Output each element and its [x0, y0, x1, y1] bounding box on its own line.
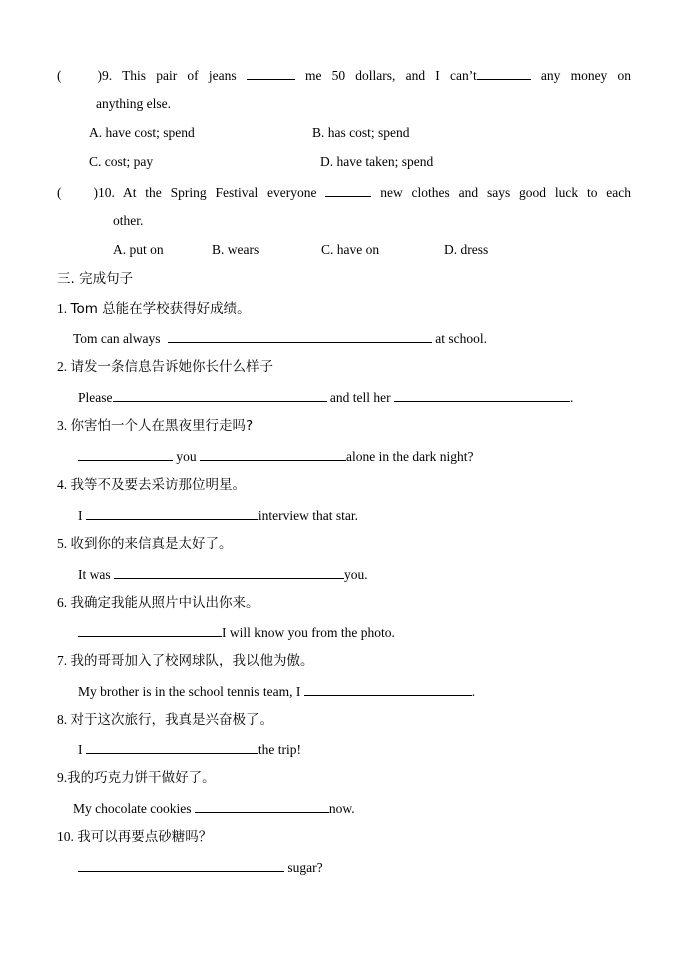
chinese-prompt: 我等不及要去采访那位明星。 [70, 477, 246, 493]
sentence-middle: you [176, 449, 197, 464]
answer-blank[interactable] [78, 446, 173, 461]
chinese-prompt: 我的哥哥加入了校网球队，我以他为傲。 [70, 653, 314, 669]
chinese-prompt: Tom 总能在学校获得好成绩。 [70, 301, 251, 317]
answer-paren-open: ( [57, 68, 62, 83]
chinese-prompt: 对于这次旅行，我真是兴奋极了。 [70, 712, 273, 728]
sentence-end: interview that star. [257, 508, 358, 523]
option-c: C. cost; pay [89, 154, 154, 169]
item-number: 4. [57, 477, 68, 492]
sentence-start: My brother is in the school tennis team, I [78, 684, 301, 699]
item-number: 3. [57, 418, 68, 433]
item-3-prompt [57, 416, 253, 436]
question-text: new clothes and says good luck to each [380, 185, 632, 200]
question-text: me 50 dollars, and I can’t [304, 68, 477, 83]
answer-blank[interactable] [195, 798, 329, 813]
section-heading: 三. 完成句子 [57, 271, 134, 287]
item-1-prompt [57, 299, 251, 319]
answer-blank[interactable] [304, 681, 472, 696]
option-b: B. wears [212, 242, 260, 257]
item-10-answer-line [78, 857, 323, 877]
item-number: 10. [57, 829, 74, 844]
item-3-answer-line [78, 446, 473, 466]
sentence-end: at school. [435, 331, 488, 346]
answer-blank[interactable] [78, 857, 284, 872]
question-text: At the Spring Festival everyone [122, 185, 317, 200]
answer-blank[interactable] [113, 387, 327, 402]
item-5-answer-line [78, 564, 368, 584]
sentence-end: . [569, 390, 574, 405]
item-7-answer-line [78, 681, 475, 701]
answer-blank[interactable] [168, 328, 432, 343]
item-9-answer-line [73, 798, 355, 818]
item-number: 2. [57, 359, 68, 374]
sentence-start: It was [78, 567, 111, 582]
item-7-prompt [57, 651, 314, 671]
question-10-line-1 [57, 182, 631, 202]
question-number: 10. [98, 185, 115, 200]
option-c: C. have on [321, 242, 380, 257]
item-number: 9. [57, 770, 68, 785]
question-10-line-2: other. [113, 213, 144, 228]
option-d: D. dress [444, 242, 489, 257]
chinese-prompt: 我确定我能从照片中认出你来。 [70, 595, 260, 611]
item-9-prompt [57, 768, 216, 788]
option-a: A. have cost; spend [89, 125, 195, 140]
sentence-start: I [78, 508, 83, 523]
item-5-prompt [57, 534, 233, 554]
chinese-prompt: 请发一条信息告诉她你长什么样子 [70, 359, 273, 375]
answer-blank[interactable] [477, 65, 531, 80]
answer-blank[interactable] [86, 739, 258, 754]
option-b: B. has cost; spend [312, 125, 410, 140]
chinese-prompt: 收到你的来信真是太好了。 [70, 536, 233, 552]
sentence-start: Tom can always [73, 331, 161, 346]
item-number: 5. [57, 536, 68, 551]
item-number: 6. [57, 595, 68, 610]
item-4-prompt [57, 475, 246, 495]
answer-blank[interactable] [78, 622, 222, 637]
answer-paren-close: ) [93, 185, 98, 200]
sentence-end: alone in the dark night? [346, 449, 474, 464]
sentence-end: now. [328, 801, 355, 816]
item-number: 8. [57, 712, 68, 727]
item-6-answer-line [78, 622, 395, 642]
item-number: 1. [57, 301, 68, 316]
item-1-answer-line [73, 328, 487, 348]
answer-blank[interactable] [114, 564, 344, 579]
question-9-line-2: anything else. [96, 96, 171, 111]
item-2-prompt [57, 357, 273, 377]
option-a: A. put on [113, 242, 164, 257]
chinese-prompt: 我的巧克力饼干做好了。 [67, 770, 216, 786]
item-10-prompt [57, 827, 212, 847]
sentence-start: Please [78, 390, 113, 405]
question-text: any money on [540, 68, 631, 83]
item-8-prompt [57, 710, 273, 730]
sentence-middle: and tell her [329, 390, 391, 405]
sentence-end: . [471, 684, 476, 699]
option-d: D. have taken; spend [320, 154, 434, 169]
item-number: 7. [57, 653, 68, 668]
chinese-prompt: 我可以再要点砂糖吗？ [77, 829, 213, 845]
question-9-line-1 [57, 65, 631, 85]
sentence-start: I [78, 742, 83, 757]
answer-blank[interactable] [86, 505, 258, 520]
item-8-answer-line [78, 739, 301, 759]
answer-paren-open: ( [57, 185, 62, 200]
sentence-start: My chocolate cookies [73, 801, 192, 816]
answer-blank[interactable] [200, 446, 346, 461]
question-number: 9. [102, 68, 113, 83]
item-4-answer-line [78, 505, 358, 525]
answer-paren-close: ) [97, 68, 102, 83]
item-6-prompt [57, 593, 260, 613]
sentence-end: I will know you from the photo. [222, 625, 395, 640]
item-2-answer-line [78, 387, 573, 407]
answer-blank[interactable] [247, 65, 295, 80]
sentence-end: you. [344, 567, 368, 582]
answer-blank[interactable] [394, 387, 570, 402]
question-text: This pair of jeans [122, 68, 237, 83]
answer-blank[interactable] [325, 182, 371, 197]
sentence-end: the trip! [257, 742, 301, 757]
chinese-prompt: 你害怕一个人在黑夜里行走吗? [70, 418, 254, 434]
sentence-end: sugar? [287, 860, 323, 875]
